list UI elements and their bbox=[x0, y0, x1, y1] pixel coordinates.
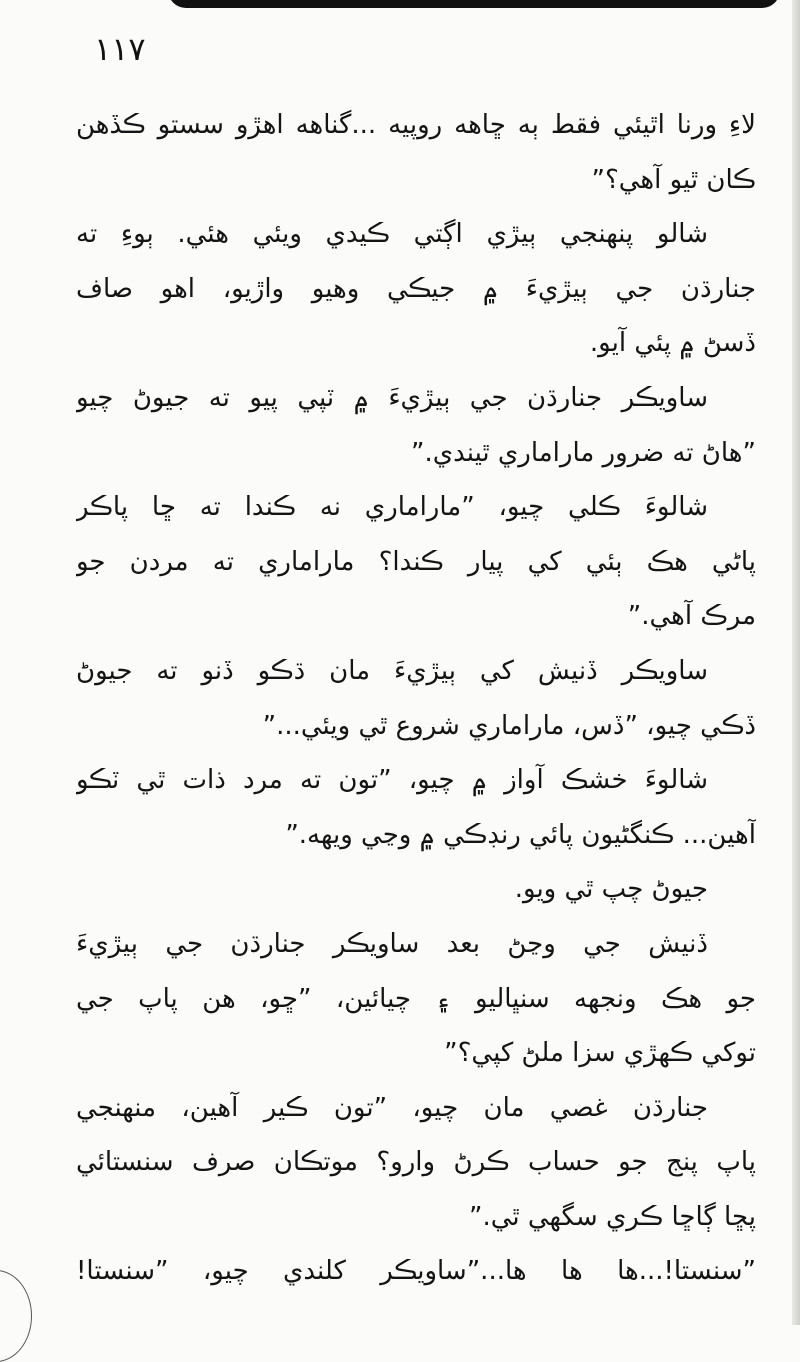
text-line: آهين... ڪنگڻيون پائي رنڊڪي ۾ وڃي ويهه.” bbox=[285, 819, 756, 850]
text-line: شالوءَ خشڪ آواز ۾ چيو، ”تون ته مرد ذات ٿي ٽڪو bbox=[76, 765, 708, 796]
scan-top-edge bbox=[168, 0, 780, 8]
text-line: شالوءَ ڪلي چيو، ”ماراماري نه ڪندا ته ڇا پاڪر bbox=[76, 492, 708, 523]
text-line: پاڻي هڪ ٻئي کي پيار ڪندا؟ ماراماري ته مردن جو bbox=[76, 546, 756, 577]
text-line: ڏڪي چيو، ”ڏس، ماراماري شروع ٿي ويئي...” bbox=[262, 710, 756, 741]
text-line: ڏسڻ ۾ پئي آيو. bbox=[589, 328, 756, 359]
text-line: ”سنستا!...ها ها ها...”ساويڪر کلندي چيو، ”سنستا! bbox=[76, 1256, 756, 1287]
text-line: ڪان ٿيو آهي؟” bbox=[591, 164, 756, 195]
text-line: جنارڌن غصي مان چيو، ”تون ڪير آهين، منهنجي bbox=[76, 1092, 708, 1123]
text-line: ڏنيش جي وڃڻ بعد ساويڪر جنارڌن جي ٻيڙيءَ bbox=[76, 928, 708, 959]
text-line: مرڪ آهي.” bbox=[627, 601, 756, 632]
page-body-text bbox=[76, 98, 756, 1299]
text-line: جنارڌن جي ٻيڙيءَ ۾ جيڪي وهيو واڙيو، اهو صاف bbox=[76, 273, 756, 304]
page-right-edge bbox=[792, 0, 800, 1325]
text-line: ”هاڻ ته ضرور ماراماري ٿيندي.” bbox=[410, 437, 756, 468]
text-line: ساويڪر ڏنيش کي ٻيڙيءَ مان ڌڪو ڏنو ته جيوڻ bbox=[76, 655, 708, 686]
text-line: پاپ پنج جو حساب ڪرڻ وارو؟ موتڪان صرف سنستائي bbox=[76, 1147, 756, 1178]
text-line: جو هڪ ونجهه سنڀاليو ۽ چيائين، ”ڇو، هن پاپ جي bbox=[76, 983, 756, 1014]
text-line: توکي ڪهڙي سزا ملڻ کپي؟” bbox=[444, 1038, 756, 1069]
scan-corner-mark bbox=[0, 1270, 32, 1362]
text-line: لاءِ ورنا اٿيئي فقط ٻه ڇاهه روپيه ...گناهه اهڙو سستو ڪڏهن bbox=[76, 110, 756, 140]
text-line: جيوڻ چپ ٿي ويو. bbox=[514, 874, 708, 905]
text-line: شالو پنهنجي ٻيڙي اڳتي ڪيدي ويئي هئي. ٻوءِ ته bbox=[76, 219, 708, 250]
text-line: ساويڪر جنارڌن جي ٻيڙيءَ ۾ ٽپي پيو ته جيوڻ چيو bbox=[76, 382, 708, 413]
text-line: پڇا ڳاڇا ڪري سگهي ٿي.” bbox=[468, 1201, 756, 1232]
page-number: ١١٧ bbox=[94, 30, 146, 68]
